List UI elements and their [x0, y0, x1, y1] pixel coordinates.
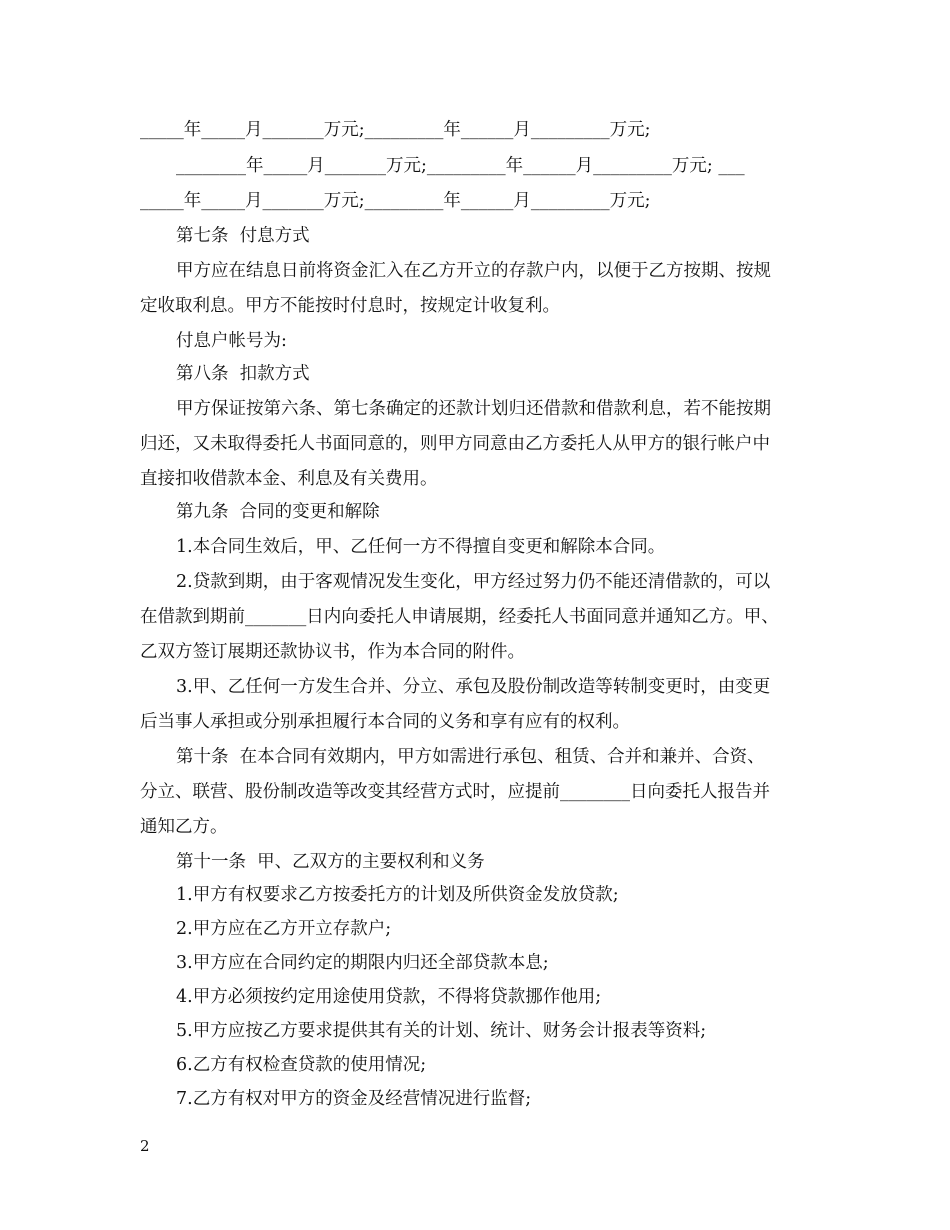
article-11-item-7: 7.乙方有权对甲方的资金及经营情况进行监督;: [176, 1089, 532, 1109]
repayment-schedule-line-1: _____年_____月_______万元;_________年______月_________万元;: [140, 120, 651, 140]
article-9-item-2-line-2: 在借款到期前_______日内向委托人申请展期，经委托人书面同意并通知乙方。甲、: [140, 607, 779, 627]
article-10-line-3: 通知乙方。: [140, 817, 228, 837]
article-9-item-1: 1.本合同生效后，甲、乙任何一方不得擅自变更和解除本合同。: [176, 537, 666, 557]
article-8-heading: 第八条 扣款方式: [176, 364, 310, 384]
repayment-schedule-line-3: _____年_____月_______万元;_________年______月_________万元;: [140, 191, 651, 211]
article-11-item-3: 3.甲方应在合同约定的期限内归还全部贷款本息;: [176, 953, 549, 973]
article-9-item-3-line-2: 后当事人承担或分别承担履行本合同的义务和享有应有的权利。: [140, 712, 630, 732]
article-8-text-line-2: 归还，又未取得委托人书面同意的，则甲方同意由乙方委托人从甲方的银行帐户中: [140, 434, 770, 454]
article-9-item-3-line-1: 3.甲、乙任何一方发生合并、分立、承包及股份制改造等转制变更时，由变更: [176, 677, 771, 697]
article-11-item-6: 6.乙方有权检查贷款的使用情况;: [176, 1055, 427, 1075]
article-9-item-2-line-3: 乙双方签订展期还款协议书，作为本合同的附件。: [140, 642, 525, 662]
article-10-line-1: 第十条 在本合同有效期内，甲方如需进行承包、租赁、合并和兼并、合资、: [176, 747, 765, 767]
article-7-heading: 第七条 付息方式: [176, 226, 310, 246]
article-11-item-2: 2.甲方应在乙方开立存款户;: [176, 919, 392, 939]
article-11-heading: 第十一条 甲、乙双方的主要权利和义务: [176, 852, 485, 872]
article-8-text-line-3: 直接扣收借款本金、利息及有关费用。: [140, 469, 438, 489]
interest-account-label: 付息户帐号为:: [176, 331, 287, 351]
article-11-item-5: 5.甲方应按乙方要求提供其有关的计划、统计、财务会计报表等资料;: [176, 1021, 707, 1041]
article-11-item-4: 4.甲方必须按约定用途使用贷款，不得将贷款挪作他用;: [176, 987, 602, 1007]
repayment-schedule-line-2: ________年_____月_______万元;_________年______月_________万元; ___: [176, 156, 745, 176]
article-7-text-line-1: 甲方应在结息日前将资金汇入在乙方开立的存款户内，以便于乙方按期、按规: [176, 261, 771, 281]
article-9-item-2-line-1: 2.贷款到期，由于客观情况发生变化，甲方经过努力仍不能还清借款的，可以: [176, 572, 771, 592]
article-11-item-1: 1.甲方有权要求乙方按委托方的计划及所供资金发放贷款;: [176, 885, 619, 905]
article-10-line-2: 分立、联营、股份制改造等改变其经营方式时，应提前________日向委托人报告并: [140, 782, 770, 802]
article-7-text-line-2: 定收取利息。甲方不能按时付息时，按规定计收复利。: [140, 296, 560, 316]
page-number: 2: [140, 1137, 150, 1155]
article-9-heading: 第九条 合同的变更和解除: [176, 502, 380, 522]
article-8-text-line-1: 甲方保证按第六条、第七条确定的还款计划归还借款和借款利息，若不能按期: [176, 399, 771, 419]
